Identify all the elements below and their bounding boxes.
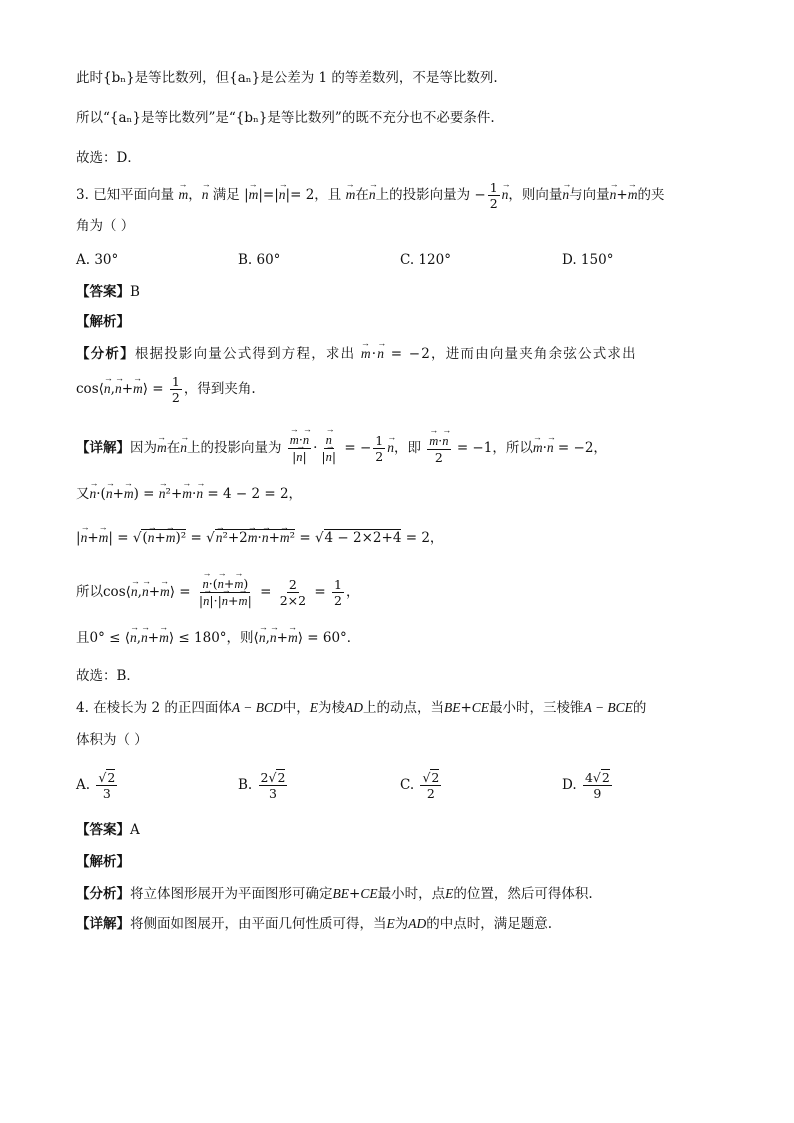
q3-answer — [76, 282, 140, 302]
q3-stem-line1: 3. 已知平面向量 → m，→ n 满足 |→ m|=|→ n|= 2，且 → m在→ n上的投影向量为 − $\frac{1}{2}$ → n，则向量→ n与向量→ n+→ m的夹 — [76, 180, 664, 211]
q3-detail-line1: 【详解】因为→ m在→ n上的投影向量为 → $\frac{m\cdot\to n}{|\to n|}$ · → $\frac{n}{|\to n|}$ = − $\frac{1}{2}$ → n，即 → $\frac{m\cdot\to n}{2}$ = −1，所以→ m·→ n = −2， — [76, 432, 607, 465]
text-line-2: 所以“{aₙ}是等比数列”是“{bₙ}是等比数列”的既不充分也不必要条件. — [76, 110, 495, 126]
q3-then: ，则 — [226, 630, 254, 646]
q4-fenxi: 【分析】将立体图形展开为平面图形可确定BE+CE最小时，点E的位置，然后可得体积. — [76, 886, 593, 902]
q3-detail-c: 上的投影向量为 — [187, 440, 282, 456]
q4-stem-f: 的 — [632, 700, 647, 716]
q3-end: ． — [346, 630, 361, 646]
q4-stem-b: 中， — [282, 700, 310, 716]
q4-stem-e: 最小时，三棱锥 — [489, 700, 584, 716]
q3-stem-e: 上的投影向量为 — [375, 187, 471, 203]
q4-stem-line2: 体积为（ ） — [76, 732, 148, 748]
q4-option-d: D. $\frac{4√2}{9}$ — [562, 770, 610, 801]
q3-and: 且 — [76, 630, 90, 646]
q3-option-c: C. 120° — [400, 252, 451, 268]
q4-analysis-label: 【解析】 — [76, 854, 130, 870]
q3-option-a: A. 30° — [76, 252, 119, 268]
q3-detail-f: ， — [593, 440, 607, 456]
q4-stem-c: 为棱 — [317, 700, 345, 716]
q3-fenxi-b: ，进而由向量夹角余弦公式求出 — [431, 346, 637, 362]
q3-fenxi-line2: cos⟨→ n,→ n+→ m⟩ = $\frac{1}{2}$ ，得到夹角. — [76, 374, 256, 405]
q4-detail-b: 为 — [394, 916, 409, 932]
q3-stem-g: 与向量 — [569, 187, 610, 203]
text-line-3: 故选：D． — [76, 150, 141, 166]
q3-stem-c: ，且 — [314, 187, 342, 203]
q3-detail-e: ，所以 — [492, 440, 533, 456]
q3-detail-d: ，即 — [393, 440, 421, 456]
q3-again-tail: ， — [288, 486, 303, 502]
q4-stem-a: 在棱长为 2 的正四面体 — [93, 700, 232, 716]
q4-number: 4. — [76, 700, 89, 716]
q3-detail-label: 【详解】 — [76, 440, 130, 456]
q4-answer-value: A — [130, 822, 140, 838]
q3-analysis-label: 【解析】 — [76, 314, 130, 330]
q4-fenxi-label: 【分析】 — [76, 886, 130, 902]
q3-detail-line3: |→ n+→ m| = √(→ n+→ m)² = √→ n²+2→ m·→ n+→ m² = √4 − 2×2+4 = 2， — [76, 528, 443, 548]
q4-option-c: C. $\frac{√2}{2}$ — [400, 770, 440, 801]
q3-choose: 故选：B． — [76, 668, 140, 684]
q4-detail: 【详解】将侧面如图展开，由平面几何性质可得，当E为AD的中点时，满足题意. — [76, 916, 553, 932]
q3-detail-line2: 又→ n·(→ n+→ m) = → n²+→ m·→ n = 4 − 2 = 2， — [76, 484, 302, 504]
q3-stem-d: 在 — [355, 187, 369, 203]
q4-stem-d: 上的动点，当 — [362, 700, 444, 716]
q4-answer — [76, 820, 140, 840]
q4-fenxi-b: 最小时，点 — [377, 886, 446, 902]
q3-answer-label: 【答案】 — [76, 284, 130, 300]
q3-detail-a: 因为 — [130, 440, 157, 456]
q4-detail-label: 【详解】 — [76, 916, 130, 932]
q3-again: 又 — [76, 486, 90, 502]
q3-number: 3. — [76, 187, 89, 203]
q3-so-tail: ， — [345, 584, 360, 600]
text-line-1: 此时{bₙ}是等比数列，但{aₙ}是公差为 1 的等差数列，不是等比数列. — [76, 70, 498, 86]
q3-abs-tail: ， — [429, 530, 444, 546]
q4-fenxi-c: 的位置，然后可得体积. — [453, 886, 593, 902]
q3-stem-h: 的夹 — [637, 187, 665, 203]
q4-option-a: A. $\frac{√2}{3}$ — [76, 770, 116, 801]
q4-option-b: B. $\frac{2√2}{3}$ — [238, 770, 286, 801]
q4-fenxi-a: 将立体图形展开为平面图形可确定 — [130, 886, 333, 902]
q3-fenxi-label: 【分析】 — [76, 346, 135, 362]
q3-so: 所以 — [76, 584, 103, 600]
q4-detail-c: 的中点时，满足题意. — [426, 916, 553, 932]
q3-fenxi-line1: 【分析】根据投影向量公式得到方程，求出 → m·→ n = −2，进而由向量夹角余弦公式求出 — [76, 344, 637, 364]
q3-option-b: B. 60° — [238, 252, 281, 268]
q4-stem-line1: 4. 在棱长为 2 的正四面体A − BCD中，E为棱AD上的动点，当BE+CE最小时，三棱锥A − BCE的 — [76, 700, 647, 716]
q3-stem-f: ，则向量 — [508, 187, 563, 203]
q3-detail-line5: 且0° ≤ ⟨→ n,→ n+→ m⟩ ≤ 180°，则⟨→ n,→ n+→ m⟩ = 60°． — [76, 628, 360, 648]
q3-option-d: D. 150° — [562, 252, 614, 268]
q4-detail-a: 将侧面如图展开，由平面几何性质可得，当 — [130, 916, 387, 932]
q3-stem-a: 已知平面向量 — [93, 187, 175, 203]
q3-detail-line4: 所以cos⟨→ n,→ n+→ m⟩ = → $\frac{n\cdot(\to n+\to m)}{|\to n|\cdot|\to n+\to m|}$ = $\frac{2}{2\times 2}$ = $\frac{1}{2}$ ， — [76, 576, 359, 609]
q3-stem-line2: 角为（ ） — [76, 218, 135, 234]
q3-answer-value: B — [130, 284, 140, 300]
q4-answer-label: 【答案】 — [76, 822, 130, 838]
q3-stem-b: 满足 — [212, 187, 240, 203]
q3-fenxi-a: 根据投影向量公式得到方程，求出 — [134, 346, 356, 362]
q3-detail-b: 在 — [166, 440, 181, 456]
q3-fenxi-c: ，得到夹角. — [183, 381, 256, 397]
